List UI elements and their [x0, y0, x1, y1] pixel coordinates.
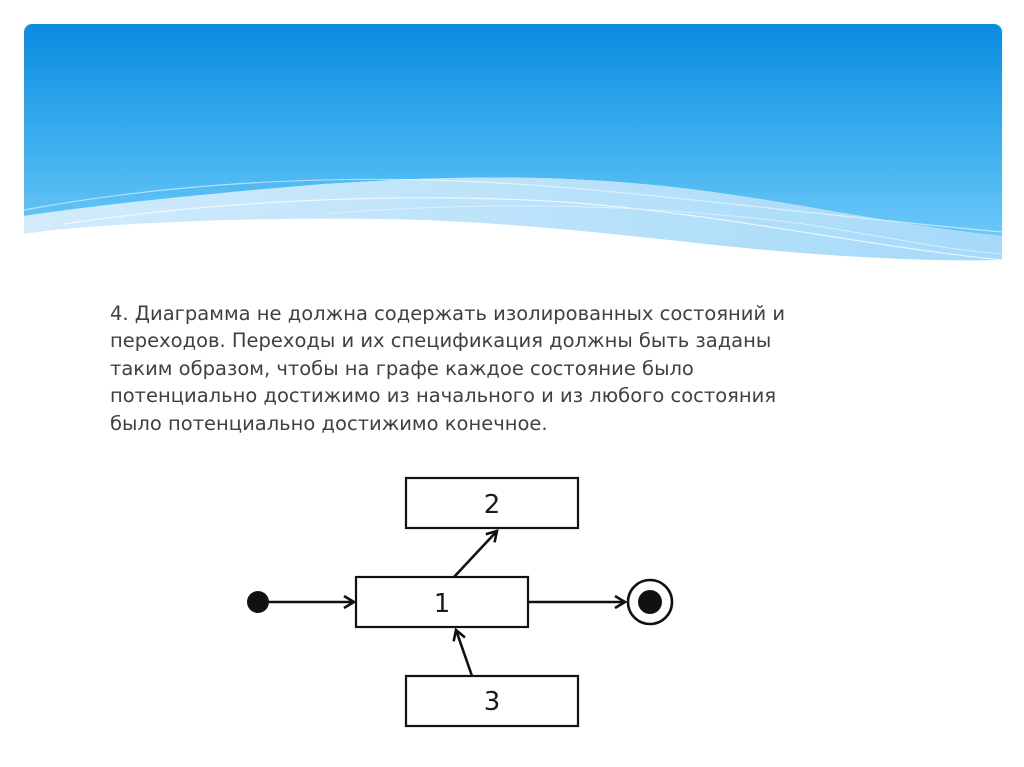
transition-1-to-2 [454, 531, 497, 577]
state-diagram [24, 24, 1002, 767]
transition-3-to-1 [456, 630, 472, 676]
state-1-label: 1 [433, 589, 451, 619]
slide [24, 24, 1002, 767]
initial-state [247, 591, 269, 613]
text-line: 4. Диаграмма не должна содержать изолированных состояний и [110, 302, 786, 325]
text-line: было потенциально достижимо конечное. [110, 411, 548, 435]
state-2-label: 2 [483, 490, 501, 520]
state-3-label: 3 [483, 687, 501, 717]
text-line: переходов. Переходы и их спецификация должны быть заданы [110, 329, 772, 353]
final-state-dot [638, 590, 662, 614]
text-line: таким образом, чтобы на графе каждое состояние было [110, 356, 694, 380]
text-line: потенциально достижимо из начального и из любого состояния [110, 384, 777, 408]
